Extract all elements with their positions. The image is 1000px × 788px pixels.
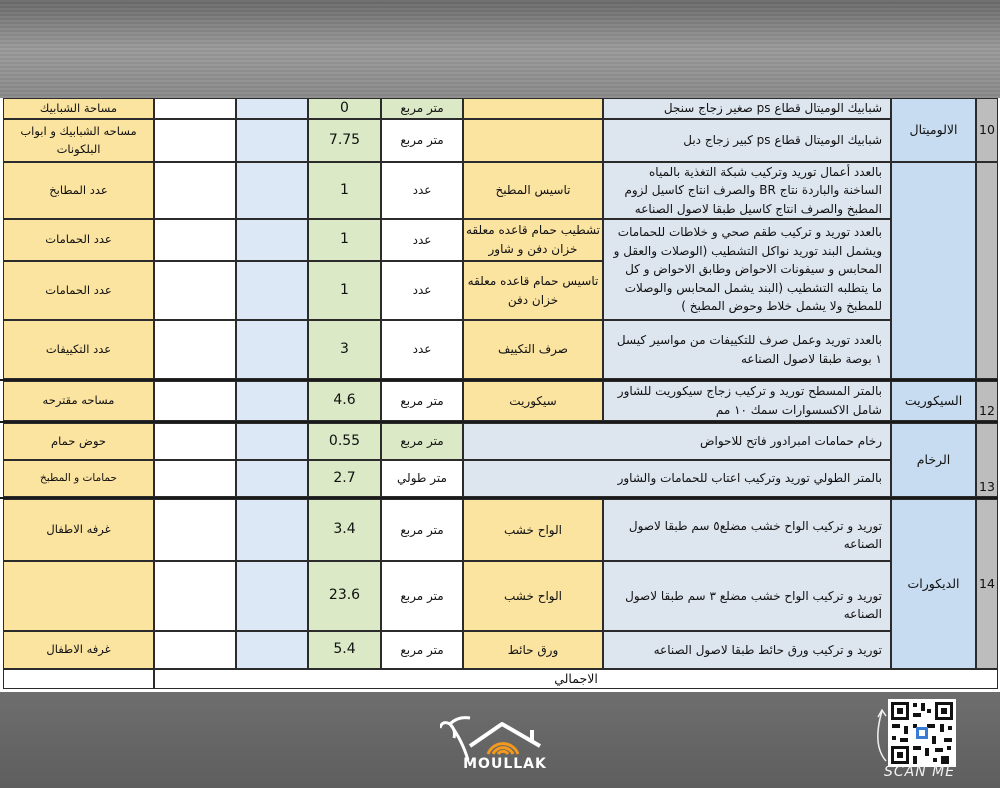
total-cell bbox=[236, 320, 308, 379]
quantity-cell: 3 bbox=[308, 320, 381, 379]
description-cell: بالعدد أعمال توريد وتركيب شبكة التغذية بالمياه الساخنة والباردة نتاج BR والصرف انتاج كاسيل لزوم المطبخ والصرف انتاج كاسيل طبقا لاصول الصناعه bbox=[603, 162, 891, 219]
total-cell bbox=[236, 423, 308, 460]
unit-cell: متر مربع bbox=[381, 423, 463, 460]
quantity-cell: 7.75 bbox=[308, 119, 381, 162]
total-cell bbox=[236, 219, 308, 261]
brand-cell: تاسيس حمام قاعده معلقه خزان دفن bbox=[463, 261, 603, 320]
unit-cell: متر مربع bbox=[381, 561, 463, 631]
unit-cell: متر مربع bbox=[381, 631, 463, 669]
description-cell: توريد و تركيب الواح خشب مضلع ٣ سم طبقا لاصول الصناعه bbox=[603, 561, 891, 631]
total-cell bbox=[236, 119, 308, 162]
description-cell: شبابيك الوميتال قطاع ps كبير زجاج دبل bbox=[603, 119, 891, 162]
item-number-cell bbox=[976, 162, 998, 379]
category-securit: السيكوريت bbox=[891, 381, 976, 421]
description-cell: رخام حمامات امبرادور فاتح للاحواض bbox=[463, 423, 891, 460]
unit-cell: متر طولي bbox=[381, 460, 463, 497]
note-cell: حمامات و المطبخ bbox=[3, 460, 154, 497]
quantity-cell: 1 bbox=[308, 261, 381, 320]
total-cell bbox=[236, 561, 308, 631]
brand-cell: الواح خشب bbox=[463, 499, 603, 561]
price-cell bbox=[154, 423, 236, 460]
item-number: 13 bbox=[976, 423, 998, 497]
total-cell bbox=[236, 631, 308, 669]
quantity-cell: 0 bbox=[308, 98, 381, 119]
unit-cell: عدد bbox=[381, 320, 463, 379]
top-band-texture bbox=[0, 0, 1000, 98]
unit-cell: متر مربع bbox=[381, 381, 463, 421]
moullak-logo bbox=[440, 712, 565, 782]
note-cell: عدد الحمامات bbox=[3, 261, 154, 320]
total-cell bbox=[236, 261, 308, 320]
total-cell bbox=[236, 499, 308, 561]
category-marble: الرخام bbox=[891, 423, 976, 497]
total-value-cell bbox=[3, 669, 154, 689]
brand-cell: الواح خشب bbox=[463, 561, 603, 631]
category-aluminum: الالوميتال bbox=[891, 98, 976, 162]
unit-cell: متر مربع bbox=[381, 98, 463, 119]
price-cell bbox=[154, 98, 236, 119]
note-cell: مساحه مقترحه bbox=[3, 381, 154, 421]
category-cell bbox=[891, 162, 976, 379]
description-cell: توريد و تركيب الواح خشب مضلع٥ سم طبقا لاصول الصناعه bbox=[603, 499, 891, 561]
item-number: 14 bbox=[976, 499, 998, 669]
unit-cell: عدد bbox=[381, 219, 463, 261]
description-cell: توريد و تركيب ورق حائط طبقا لاصول الصناعه bbox=[603, 631, 891, 669]
brand-cell: سيكوريت bbox=[463, 381, 603, 421]
price-cell bbox=[154, 162, 236, 219]
price-cell bbox=[154, 460, 236, 497]
item-number: 12 bbox=[976, 381, 998, 421]
qr-code-icon bbox=[888, 699, 956, 767]
quantity-cell: 5.4 bbox=[308, 631, 381, 669]
brand-cell: ورق حائط bbox=[463, 631, 603, 669]
price-cell bbox=[154, 119, 236, 162]
description-cell: بالعدد توريد وعمل صرف للتكييفات من مواسير كيسل ١ بوصة طبقا لاصول الصناعه bbox=[603, 320, 891, 379]
price-cell bbox=[154, 631, 236, 669]
unit-cell: عدد bbox=[381, 261, 463, 320]
price-cell bbox=[154, 320, 236, 379]
unit-cell: متر مربع bbox=[381, 119, 463, 162]
price-cell bbox=[154, 261, 236, 320]
brand-cell: تاسيس المطبخ bbox=[463, 162, 603, 219]
logo-text: MOULLAK bbox=[463, 756, 547, 772]
unit-cell: متر مربع bbox=[381, 499, 463, 561]
arrow-icon bbox=[870, 705, 890, 765]
total-cell bbox=[236, 162, 308, 219]
note-cell: عدد التكييفات bbox=[3, 320, 154, 379]
quantity-cell: 0.55 bbox=[308, 423, 381, 460]
brand-cell: تشطيب حمام قاعده معلقه خزان دفن و شاور bbox=[463, 219, 603, 261]
scan-me-label: SCAN ME bbox=[884, 764, 956, 780]
total-cell bbox=[236, 381, 308, 421]
brand-cell bbox=[463, 119, 603, 162]
quantity-cell: 1 bbox=[308, 219, 381, 261]
note-cell: غرفه الاطفال bbox=[3, 631, 154, 669]
brand-cell bbox=[463, 98, 603, 119]
price-cell bbox=[154, 219, 236, 261]
note-cell bbox=[3, 561, 154, 631]
total-cell bbox=[236, 460, 308, 497]
quantity-cell: 4.6 bbox=[308, 381, 381, 421]
description-cell: بالمتر الطولي توريد وتركيب اعتاب للحمامات والشاور bbox=[463, 460, 891, 497]
qr-code[interactable] bbox=[888, 699, 956, 767]
total-label: الاجمالي bbox=[154, 669, 998, 689]
price-cell bbox=[154, 561, 236, 631]
category-decor: الديكورات bbox=[891, 499, 976, 669]
quantity-cell: 3.4 bbox=[308, 499, 381, 561]
price-cell bbox=[154, 499, 236, 561]
price-cell bbox=[154, 381, 236, 421]
description-cell: شبابيك الوميتال قطاع ps صغير زجاج سنجل bbox=[603, 98, 891, 119]
item-number: 10 bbox=[976, 98, 998, 162]
quantity-cell: 23.6 bbox=[308, 561, 381, 631]
brand-cell: صرف التكييف bbox=[463, 320, 603, 379]
unit-cell: عدد bbox=[381, 162, 463, 219]
total-cell bbox=[236, 98, 308, 119]
note-cell: عدد المطابخ bbox=[3, 162, 154, 219]
quantity-cell: 1 bbox=[308, 162, 381, 219]
note-cell: عدد الحمامات bbox=[3, 219, 154, 261]
note-cell: حوض حمام bbox=[3, 423, 154, 460]
note-cell: غرفه الاطفال bbox=[3, 499, 154, 561]
description-cell: بالمتر المسطح توريد و تركيب زجاج سيكوريت للشاور شامل الاكسسوارات سمك ١٠ مم bbox=[603, 381, 891, 421]
description-cell: بالعدد توريد و تركيب طقم صحي و خلاطات للحمامات ويشمل البند توريد نواكل التشطيب (الوصلات والعقل و المحابس و سيفونات الاحواض وطابق الاحواض و كل ما يتطلبه التشطيب (البند يشمل المحابس والوصلات للمطبخ ولا يشمل خلاط وحوض المطبخ ) bbox=[603, 219, 891, 320]
note-cell: مساحة الشبابيك bbox=[3, 98, 154, 119]
quantity-cell: 2.7 bbox=[308, 460, 381, 497]
note-cell: مساحه الشبابيك و ابواب البلكونات bbox=[3, 119, 154, 162]
